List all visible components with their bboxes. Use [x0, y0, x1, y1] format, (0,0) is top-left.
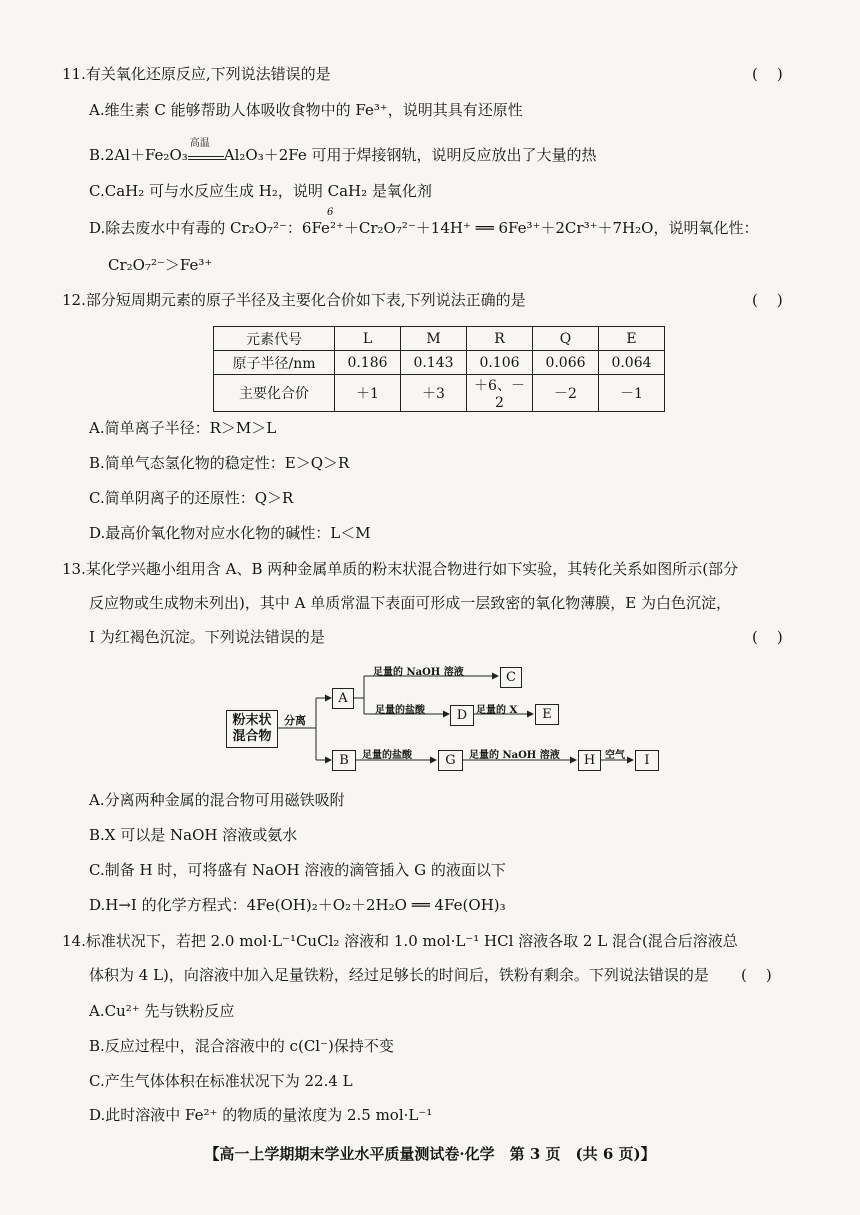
- q13-option-d: D.H→I 的化学方程式：4Fe(OH)₂＋O₂＋2H₂O ══ 4Fe(OH)₃: [89, 896, 506, 914]
- diagram-label-naoh-1: 足量的 NaOH 溶液: [373, 667, 464, 678]
- diagram-label-separate: 分离: [284, 714, 306, 727]
- q14-option-c: C.产生气体体积在标准状况下为 22.4 L: [89, 1072, 353, 1090]
- table-cell: Q: [533, 327, 599, 351]
- table-cell: 原子半径/nm: [214, 351, 335, 375]
- table-cell: M: [401, 327, 467, 351]
- table-row: [214, 327, 665, 351]
- q12-answer-paren: ( ): [752, 291, 783, 309]
- table-cell: ＋3: [401, 375, 467, 412]
- table-row: [214, 375, 665, 412]
- table-cell: 0.186: [335, 351, 401, 375]
- q12-option-c: C.简单阴离子的还原性：Q＞R: [89, 489, 294, 507]
- q13-option-c: C.制备 H 时，可将盛有 NaOH 溶液的滴管插入 G 的液面以下: [89, 861, 506, 879]
- diagram-node-g: G: [438, 750, 463, 771]
- diagram-node-e: E: [535, 704, 559, 725]
- table-cell: 0.066: [533, 351, 599, 375]
- diagram-node-mixture: 粉末状 混合物: [226, 710, 278, 748]
- q14-stem-line2: 体积为 4 L)，向溶液中加入足量铁粉，经过足够长的时间后，铁粉有剩余。下列说法错误的是: [89, 966, 709, 984]
- table-cell: ＋6、－2: [467, 375, 533, 412]
- q14-answer-paren: ( ): [741, 966, 772, 984]
- element-table: [213, 326, 665, 412]
- diagram-node-h: H: [578, 750, 601, 771]
- diagram-node-c: C: [500, 667, 522, 688]
- q14-stem-line1: 14.标准状况下，若把 2.0 mol·L⁻¹CuCl₂ 溶液和 1.0 mol·L⁻¹ HCl 溶液各取 2 L 混合(混合后溶液总: [62, 932, 738, 950]
- diagram-node-a: A: [332, 688, 354, 709]
- q11-option-b-reactants: B.2Al＋Fe₂O₃: [89, 146, 188, 164]
- diagram-node-d: D: [450, 705, 474, 726]
- q13-stem-line2: 反应物或生成物未列出)，其中 A 单质常温下表面可形成一层致密的氧化物薄膜，E 为白色沉淀，: [89, 594, 731, 612]
- q11-option-b-condition: 高温: [188, 148, 224, 160]
- q11-option-c: C.CaH₂ 可与水反应生成 H₂，说明 CaH₂ 是氧化剂: [89, 182, 432, 200]
- diagram-label-naoh-2: 足量的 NaOH 溶液: [469, 750, 560, 761]
- q13-answer-paren: ( ): [752, 628, 783, 646]
- q13-stem-line3: I 为红褐色沉淀。下列说法错误的是: [89, 628, 325, 646]
- table-cell: －2: [533, 375, 599, 412]
- q11-option-d-line1: D.除去废水中有毒的 Cr₂O₇²⁻：6Fe²⁺＋Cr₂O₇²⁻＋14H⁺ ══ 6Fe³⁺＋2Cr³⁺＋7H₂O，说明氧化性：: [89, 219, 759, 237]
- diagram-node-b: B: [332, 750, 356, 771]
- table-row: [214, 351, 665, 375]
- table-cell: 元素代号: [214, 327, 335, 351]
- q11-stem: 11.有关氧化还原反应,下列说法错误的是: [62, 65, 331, 83]
- q11-option-b-products: Al₂O₃＋2Fe 可用于焊接钢轨，说明反应放出了大量的热: [223, 146, 597, 164]
- q13-option-a: A.分离两种金属的混合物可用磁铁吸附: [89, 791, 345, 809]
- q11-option-a: A.维生素 C 能够帮助人体吸收食物中的 Fe³⁺，说明其具有还原性: [89, 101, 523, 119]
- table-cell: －1: [599, 375, 665, 412]
- table-cell: 主要化合价: [214, 375, 335, 412]
- diagram-label-air: 空气: [605, 750, 625, 761]
- q14-option-a: A.Cu²⁺ 先与铁粉反应: [89, 1002, 235, 1020]
- diagram-label-hcl-1: 足量的盐酸: [375, 705, 425, 716]
- q12-option-a: A.简单离子半径：R＞M＞L: [89, 419, 277, 437]
- q12-option-b: B.简单气态氢化物的稳定性：E＞Q＞R: [89, 454, 350, 472]
- q11-option-d-line2: Cr₂O₇²⁻＞Fe³⁺: [108, 256, 213, 274]
- table-cell: R: [467, 327, 533, 351]
- q12-option-d: D.最高价氧化物对应水化物的碱性：L＜M: [89, 524, 371, 542]
- q14-option-b: B.反应过程中，混合溶液中的 c(Cl⁻)保持不变: [89, 1037, 394, 1055]
- q13-option-b: B.X 可以是 NaOH 溶液或氨水: [89, 826, 298, 844]
- q11-option-b: [89, 138, 597, 165]
- table-cell: 0.143: [401, 351, 467, 375]
- q13-stem-line1: 13.某化学兴趣小组用含 A、B 两种金属单质的粉末状混合物进行如下实验，其转化关系如图所示(部分: [62, 560, 739, 578]
- page-footer: 【高一上学期期末学业水平质量测试卷·化学 第 3 页 (共 6 页)】: [204, 1145, 656, 1163]
- table-cell: ＋1: [335, 375, 401, 412]
- table-cell: E: [599, 327, 665, 351]
- table-cell: L: [335, 327, 401, 351]
- q11-handwritten-mark: 6: [327, 207, 334, 218]
- q14-option-d: D.此时溶液中 Fe²⁺ 的物质的量浓度为 2.5 mol·L⁻¹: [89, 1106, 433, 1124]
- table-cell: 0.106: [467, 351, 533, 375]
- diagram-label-hcl-2: 足量的盐酸: [362, 750, 412, 761]
- q12-stem: 12.部分短周期元素的原子半径及主要化合价如下表,下列说法正确的是: [62, 291, 526, 309]
- diagram-node-i: I: [635, 750, 659, 771]
- q11-answer-paren: ( ): [752, 65, 783, 83]
- table-cell: 0.064: [599, 351, 665, 375]
- diagram-label-x: 足量的 X: [476, 705, 518, 716]
